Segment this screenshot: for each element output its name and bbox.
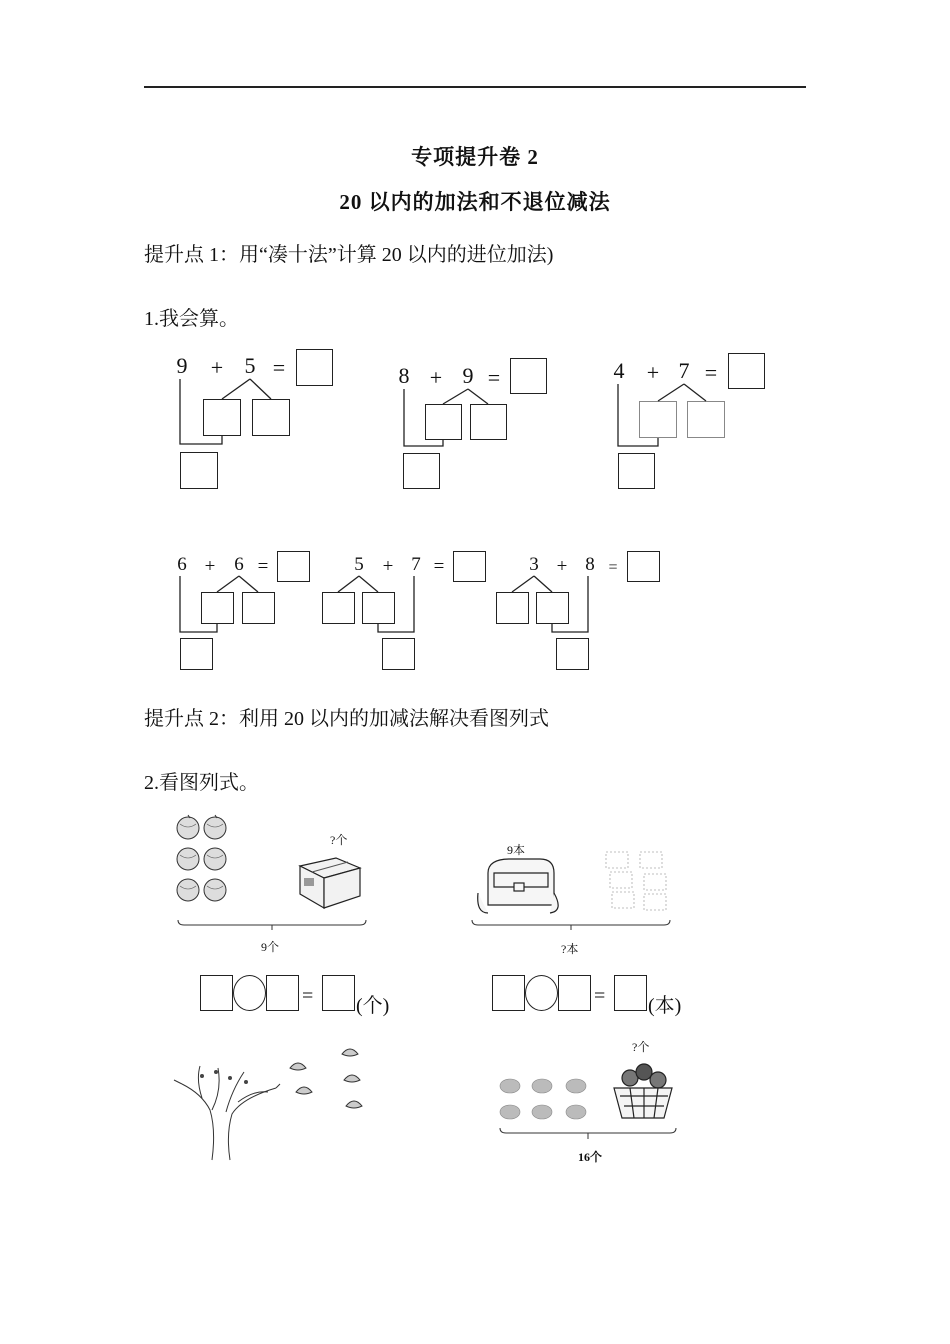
operand-a: 9	[176, 353, 188, 378]
equals-sign: =	[272, 355, 286, 380]
plus-sign: +	[646, 360, 660, 385]
operand-b: 8	[585, 554, 595, 575]
operand-a: 3	[529, 554, 539, 575]
section2-heading: 提升点 2：利用 20 以内的加减法解决看图列式	[144, 708, 549, 730]
section2-question: 2.看图列式。	[144, 772, 259, 794]
book-icon	[600, 848, 675, 912]
operand-b: 9	[462, 363, 474, 388]
operand-b: 5	[244, 353, 256, 378]
answer-box[interactable]	[200, 975, 233, 1011]
basket-icon	[610, 1056, 676, 1122]
picture1-bottom-label: 9个	[261, 940, 280, 954]
equals-sign: =	[704, 360, 718, 385]
operand-b: 6	[234, 554, 244, 575]
unit-label: (个)	[356, 995, 390, 1017]
plus-sign: +	[210, 355, 224, 380]
schoolbag-icon	[474, 853, 564, 919]
picture4-top-label: ?个	[632, 1040, 650, 1054]
equals-sign: =	[433, 556, 445, 577]
equals-sign: =	[302, 985, 314, 1007]
bird-icon	[286, 1048, 382, 1118]
picture2-top-label: 9本	[507, 843, 526, 857]
picture2-bottom-label: ?本	[561, 942, 579, 956]
equals-sign: =	[594, 985, 606, 1007]
plus-sign: +	[556, 556, 568, 577]
page-subtitle: 20 以内的加法和不退位减法	[339, 190, 611, 214]
equals-sign: =	[257, 556, 269, 577]
operand-a: 6	[177, 554, 187, 575]
strawberry-icon	[496, 1074, 602, 1126]
picture4-bottom-label: 16个	[578, 1150, 603, 1164]
plus-sign: +	[429, 365, 443, 390]
tree-icon	[172, 1050, 282, 1162]
operand-b: 7	[678, 358, 690, 383]
operand-b: 7	[411, 554, 421, 575]
answer-box[interactable]	[614, 975, 647, 1011]
answer-box[interactable]	[558, 975, 591, 1011]
answer-box[interactable]	[492, 975, 525, 1011]
operator-circle[interactable]	[233, 975, 266, 1011]
section1-question: 1.我会算。	[144, 308, 239, 330]
plus-sign: +	[382, 556, 394, 577]
operand-a: 5	[354, 554, 364, 575]
equals-sign: =	[608, 559, 618, 576]
picture1-top-label: ?个	[330, 833, 348, 847]
page-title: 专项提升卷 2	[411, 145, 539, 169]
plus-sign: +	[204, 556, 216, 577]
operand-a: 8	[398, 363, 410, 388]
operator-circle[interactable]	[525, 975, 558, 1011]
equals-sign: =	[487, 365, 501, 390]
section1-heading: 提升点 1：用“凑十法”计算 20 以内的进位加法)	[144, 244, 554, 266]
operand-a: 4	[613, 358, 625, 383]
unit-label: (本)	[648, 995, 682, 1017]
answer-box[interactable]	[266, 975, 299, 1011]
answer-box[interactable]	[322, 975, 355, 1011]
